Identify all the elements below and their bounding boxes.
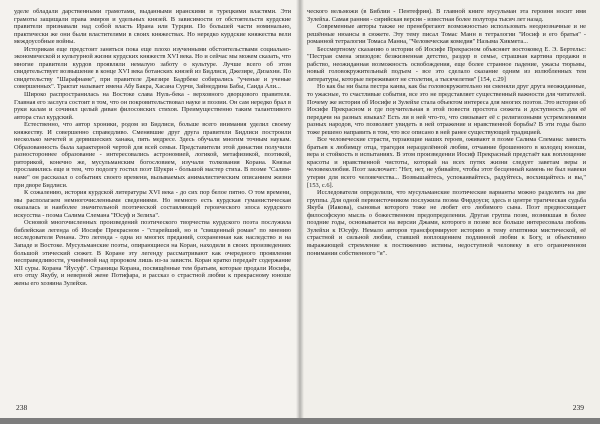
left-page-text <box>14 8 291 287</box>
scan-bottom-edge <box>0 418 600 424</box>
paragraph: ческого вельможи (в Библии - Пентефрия). В главной книге мусульман эта героиня носит имя Зулейха. Самая ранняя - сирийская версия - известная более полутора тысяч лет назад. <box>307 8 586 23</box>
book-gutter <box>296 0 304 424</box>
page-number: 239 <box>572 403 584 412</box>
paragraph: Все человеческие страсти, терзающие наших героев, оживают в поэме Салима Слемана: зависть братьев к любимцу отца, трагедия неразделённой любви, отчаяние брошенного в колодец юноши, вера и стойкость в испытаниях. В этом произведении Иосиф Прекрасный предстаёт как воплощение красоты и нравственной чистоты, который на всех путях жизни следует заветам веры и человеколюбия. Поэт заключает: "Нет, нет, не убивайте, чтобы этот бесценный камень не был навеки утерян для всего человечества... Возвышайтесь, успокаивайтесь, радуйтесь, восхищайтесь и вы," [153, c.6]. <box>307 136 586 189</box>
paragraph: Бессмертному сказанию о истории об Иосифе Прекрасном объясняет востоковед Е. Э. Бертельс: "Пестрая смена эпизодов: безжизненная детство, раздор в семье, страшная картина продажи в рабство, неожиданная возможность освобождения, еще более странное падение, ужасы тюрьмы, новый головокружительный подъем - все это сделало сказание одним из излюбленных тем литературы, которые переживают не столетия, а тысячелетия" [154, с.29] <box>307 45 586 83</box>
paragraph: Широко распространилась на Востоке слава Нуль-бека - верховного дворцового правителя. Главная его заслуга состоит в том, что он покровительствовал науке и поэзии. Он сам нередко брал в руки калам и сочинял целый диван филосовских стихов. Преимущественно таким талантливого автора стал курдский. <box>14 91 291 121</box>
page-number: 238 <box>16 403 28 412</box>
paragraph: Основой многочисленных произведений поэтического творчества курдского поэта послужила библейская легенда об Иосифе Прекрасном - "старейший, но и "священный роман" по мнению исследователя Ренана. Это легенда - одна из многих преданий, сохраненная как наследство и на Западе и Востоке. Мусульманские поэты, опирающиеся на Коран, находили в своих произведениях большой этический сюжет. В Коране эту легенду рассматривают как очередного проявления несправедливости, учинённой над пророком лишь из-за зависти. Коран кратко передаёт содержание XII суры. Корана "Йусуф". Страницы Корана, посвящённые тем братьям, которые продали Иосифа, его отцу Якубу, и неверной жене Потифара, и рассказ о страстной любви к прекрасному юноше жены его хозяина Зулейхи. <box>14 219 291 287</box>
right-page-text <box>307 8 586 257</box>
paragraph: Современные авторы также не пренебрегают возможностью использовать неоднозначные и не решённые нюансы в сюжете. Эту тему писал Томас Манн в тетралогии "Иосиф и его братья" - романной тетралогии Томаса Манна, "Человеческая комедия" Назыма Хикмета... <box>307 23 586 46</box>
paragraph: Историкам еще предстоит заняться пока еще плохо изученными обстоятельствами социально-экономической и культурной жизни курдских княжеств XVI века. Но и сейчас мы можем сказать, что многие правители курдов проявляли немалую заботу о культуре. Лучше всего об этом свидетельствует возвышение в конце XVI века ботанских князей из Бидлиси, Джезире, Дизахни. По свидетельству "Шарафнаме", при правителе Джезире Бадрбеке собирались "ученые и ученые совершенных". Трактат называет имена Абу Бакра, Хасана Сурчи, Зайнеддина Бабы, Саида Али... <box>14 45 291 91</box>
right-page <box>299 0 600 424</box>
paragraph: Исследователи определили, что мусульманские поэтические варианты можно разделить на две группы. Для одной первоисточником послужила поэма Фирдоуси; здесь в центре трагическая судьба Якуба (Иакова), сыновья которого тоже не любят его любимого сына. Поэт предвосхищает философскую мысль о божественном предопределении. Другая группа поэм, возникшая в более поздние годы, основывается на версии Джами, которого в поэме все больше интересовала любовь Зулейхи к Юсуфу. Немало авторов трансформируют историю в тему египтянки мистической, её страстной и сильной любви, ставшей воплощением подлинной любви к Богу, и объективно выражающей стремление к постижению истины, недоступной человеку в его ограниченном понимании собственного "я". <box>307 189 586 257</box>
paragraph: К сожалению, история курдской литературы XVI века - до сих пор белое пятно. О том времени, мы располагаем немногочисленными сведениями. Но немного есть курдская гуманистическая оказалась и наиболее значительной поэтической составляющей героического эпоса курдского искусства - поэма Салима Слемана "Юсуф и Зелиха". <box>14 189 291 219</box>
left-page <box>0 0 299 424</box>
paragraph: Но как бы ни была пестра канва, как бы головокружительно ни сменяли друг друга неожиданные, то ужасные, то счастливые события, все это не представляет существенный важности для читателей. Почему же история об Иосифе и Зулейхе стала объектом интереса для многих поэтов. Это история об Иосифе Прекрасном и где поучительная в этой повести простота сюжета и доступность для её передачи на разных языках? Есть ли в ней что-то, что связывает её с религиозными устремлениями разных народов, что позволяет увидеть в ней отражение и нравственной борьбы? В эти годы было тоже решено направить в том, что все описано в ней ранее существующей традицией. <box>307 83 586 136</box>
paragraph: уделе обладали дарственными грамотами, выданными иранскими и турецкими властями. Эти грамоты защищали права эмиров и удельных князей. В зависимости от обстоятельств курдские правители признавали над собой власть Ирана или Турции. По большей части номинально, практически же они были властителями в своих княжествах. Но нередко курдские княжества вели междоусобные войны. <box>14 8 291 46</box>
paragraph: Естественно, что автор хроники, родом из Бидлиси, больше всего внимания уделил своему княжеству. И совершенно справедливо. Сменявшие друг друга правители Бидлиси построили несколько мечетей и дервишеских ханака, пять медресе. Здесь обучали многим точным наукам. Образованность была характерной чертой для всей семьи. Представители этой династии получили разностороннее образование - интересовались астрономией, логикой, метафизикой, поэтикой, риторикой, конечно же, мусульманским богословием, изучали толкования Корана. Князья прославились еще и тем, что подолгу гостил поэт Шукри - большой мастер стиха. В поэме "Салим-наме" он рассказал о событиях своего времени, вызываемых анималистическим описанием жизни при дворе Бидлиси. <box>14 121 291 189</box>
